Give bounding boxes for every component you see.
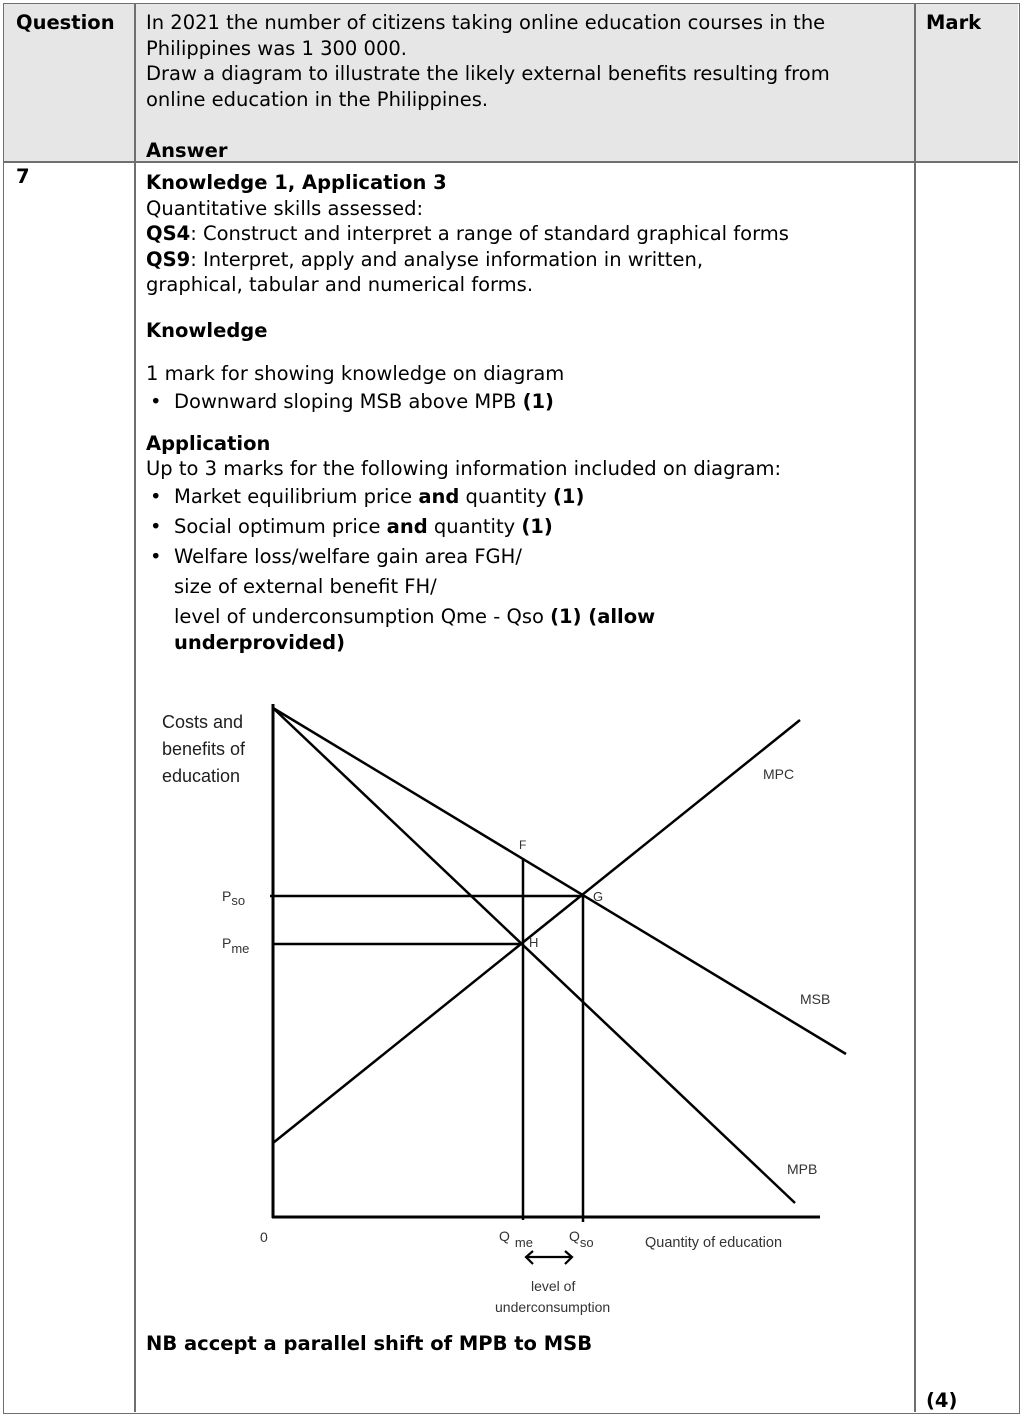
qs-item xyxy=(146,221,906,247)
pme-label: Pme xyxy=(222,935,250,956)
point-g-label: G xyxy=(593,889,604,904)
externality-diagram xyxy=(140,690,860,1330)
divider xyxy=(134,4,136,1412)
question-line: Philippines was 1 300 000. xyxy=(146,36,407,60)
qs-intro: Quantitative skills assessed: xyxy=(146,196,424,220)
divider xyxy=(914,4,916,1412)
annotation-line1: level of xyxy=(531,1278,576,1294)
knowledge-intro: 1 mark for showing knowledge on diagram xyxy=(146,362,565,385)
application-bullet: • Welfare loss/welfare gain area FGH/ size of external benefit FH/ level of underconsumption Qme - Qso (1) (allow underprovided) xyxy=(146,542,906,654)
mark-value: (4) xyxy=(926,1389,958,1412)
question-text xyxy=(146,10,906,112)
svg-text:education: education xyxy=(162,766,241,786)
origin-label: 0 xyxy=(260,1229,268,1245)
knowledge-bullet: • Downward sloping MSB above MPB (1) xyxy=(146,387,906,417)
question-line: Draw a diagram to illustrate the likely external benefits resulting from xyxy=(146,62,830,85)
qs-item xyxy=(146,247,906,273)
question-number: 7 xyxy=(16,165,30,188)
underconsumption-arrow xyxy=(526,1251,572,1264)
answer-header: Answer xyxy=(146,139,228,162)
svg-text:Costs and: Costs and xyxy=(162,712,244,732)
msb-label: MSB xyxy=(800,991,831,1007)
mpc-label: MPC xyxy=(763,766,795,782)
mpb-label: MPB xyxy=(787,1161,818,1177)
point-f-label: F xyxy=(519,838,527,852)
nb-note: NB accept a parallel shift of MPB to MSB xyxy=(146,1332,593,1355)
application-bullet: • Social optimum price and quantity (1) xyxy=(146,512,906,542)
knowledge-heading: Knowledge xyxy=(146,318,268,342)
qs-text: : Interpret, apply and analyse information in written, xyxy=(190,247,704,271)
qs-text: : Construct and interpret a range of standard graphical forms xyxy=(190,222,789,245)
application-bullet: • Market equilibrium price and quantity (1) xyxy=(146,482,906,512)
question-line: online education in the Philippines. xyxy=(146,87,489,111)
application-heading: Application xyxy=(146,431,271,455)
marks-summary: Knowledge 1, Application 3 xyxy=(146,171,447,194)
qs-code: QS4 xyxy=(146,222,191,245)
application-list xyxy=(146,482,906,654)
y-axis-label xyxy=(162,712,246,786)
qs-text-cont: graphical, tabular and numerical forms. xyxy=(146,273,534,296)
question-header: Question xyxy=(16,11,115,34)
pso-label: Pso xyxy=(222,888,246,908)
mark-header: Mark xyxy=(926,11,982,34)
knowledge-list xyxy=(146,387,906,417)
svg-text:benefits of: benefits of xyxy=(162,739,246,759)
x-axis-label: Quantity of education xyxy=(645,1235,783,1251)
mpb-curve xyxy=(273,708,795,1203)
point-h-label: H xyxy=(529,935,539,950)
msb-curve xyxy=(273,708,846,1054)
qs-code: QS9 xyxy=(146,247,191,271)
question-line: In 2021 the number of citizens taking online education courses in the xyxy=(146,11,826,34)
annotation-line2: underconsumption xyxy=(495,1299,611,1315)
qso-label: Qso xyxy=(569,1228,594,1250)
qme-label: Q me xyxy=(499,1228,533,1250)
answer-body xyxy=(146,170,906,654)
application-intro: Up to 3 marks for the following information included on diagram: xyxy=(146,457,782,480)
